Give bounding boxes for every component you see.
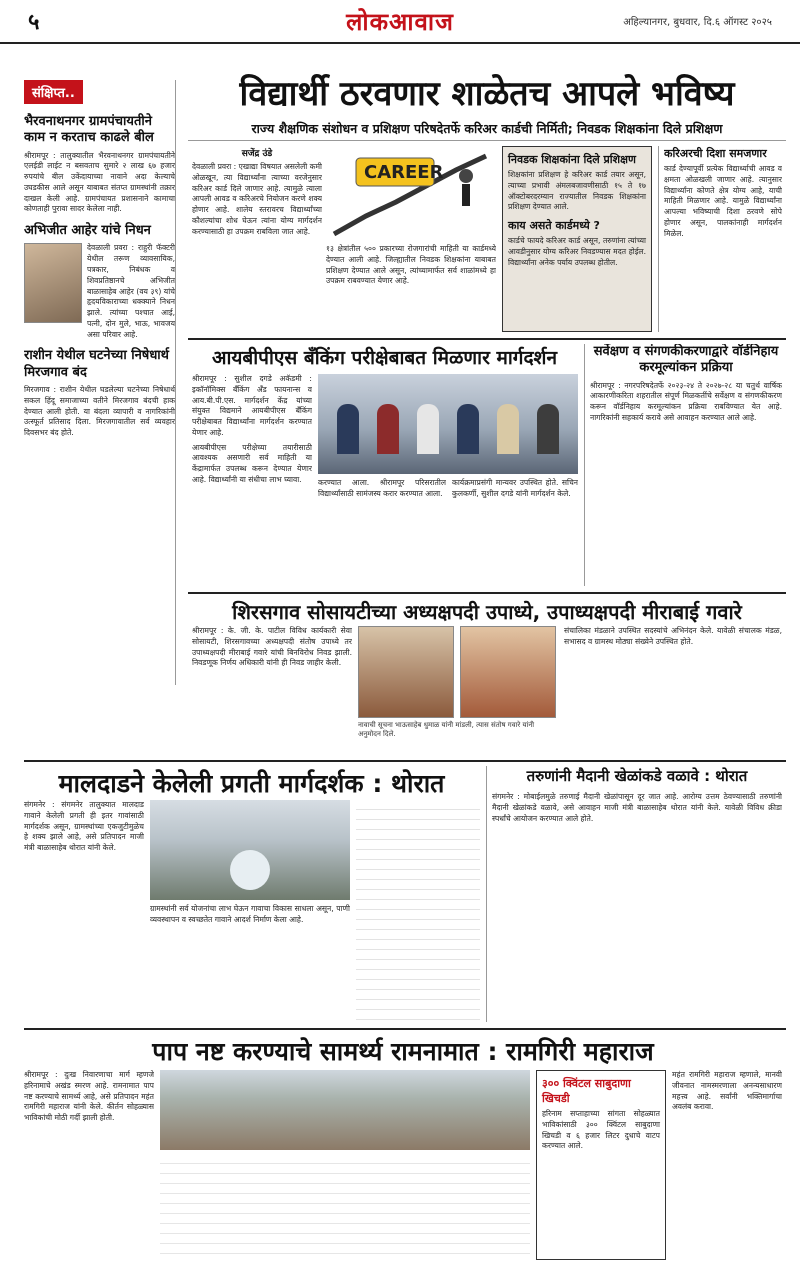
youth-story [492,766,782,1022]
issue-date: अहिल्यानगर, बुधवार, दि.६ ऑगस्ट २०२५ [623,17,772,28]
divider [24,760,786,762]
ibps-col3 [452,478,578,586]
ramgiri-body-right: महंत रामगिरी महाराज म्हणाले, मानवी जीवनात नामस्मरणाला अनन्यसाधारण महत्त्व आहे. सर्वांनी भक्तिमार्गाचा अवलंब करावा. [672,1070,782,1112]
career-image-label: CAREER [364,162,444,183]
youth-body: संगमनेर : मोबाईलमुळे तरुणाई मैदानी खेळांपासून दूर जात आहे. आरोग्य उत्तम ठेवण्यासाठी तरुणांनी मैदानी खेळांकडे वळावे, असे आवाहन माजी मंत्री बाळासाहेब थोरात यांनी केले. यावेळी विविध क्रीडा स्पर्धांचे आयोजन करण्यात आले होते. [492,792,782,823]
maldad-col2 [150,904,350,1022]
ibps-body-left2: आयबीपीएस परीक्षेच्या तयारीसाठी आवश्यक असणारी सर्व माहिती या केंद्रामार्फत उपलब्ध करून देण्यात येणार आहे. विद्यार्थ्यांनी या संधीचा लाभ घ्यावा. [192,442,312,485]
ibps-photo [318,374,578,474]
divider [24,1028,786,1030]
ramgiri-headline: पाप नष्ट करण्याचे सामर्थ्य रामनामात : रामगिरी महाराज [152,1037,654,1066]
ibps-caption-left: करण्यात आला. श्रीरामपूर परिसरातील विद्यार्थ्यांसाठी सामंजस्य करार करण्यात आला. [318,478,446,498]
divider [188,592,786,594]
maldad-body: संगमनेर : संगमनेर तालुक्यात मालदाड गावाने केलेली प्रगती ही इतर गावांसाठी मार्गदर्शक असून, ग्रामस्थांच्या एकजुटीमुळेच हे शक्य झाले आहे, असे प्रतिपादन माजी मंत्री बाळासाहेब थोरात यांनी केले. [24,800,144,853]
maldad-headline: मालदाडने केलेली प्रगती मार्गदर्शक : थोरात [58,769,445,798]
portrait-photo [24,243,82,323]
newspaper-logo: लोकआवाज [346,8,454,36]
president-photo [358,626,454,718]
ibps-col1 [192,374,312,586]
training-box [502,146,652,332]
ramgiri-col1 [24,1070,154,1260]
training-box-body: शिक्षकांना प्रशिक्षण हे करिअर कार्ड तयार असून, त्याच्या प्रभावी अंमलबजावणीसाठी १५ ते १७ ऑक्टोबरदरम्यान राज्यातील निवडक शिक्षकांना प्रशिक्षण देण्यात आले. [508,170,646,212]
divider [486,766,487,1022]
survey-story [590,344,782,586]
card-box-title: काय असते कार्डमध्ये ? [508,219,600,233]
divider [658,146,659,332]
lead-subhead: राज्य शैक्षणिक संशोधन व प्रशिक्षण परिषदेतर्फे करिअर कार्डची निर्मिती; निवडक शिक्षकांना दिले प्रशिक्षण [251,121,723,136]
page-number: ५ [28,10,40,35]
ibps-col2 [318,478,446,586]
sidebar-column [24,80,176,685]
society-col1 [192,626,352,754]
career-image [326,146,496,240]
sidebar-story2-body: देवळाली प्रवरा : राहुरी फॅक्टरी येथील तरूण व्यावसायिक, पत्रकार, निबंधक व शिवप्रतिष्ठानचे अभिजीत बाळासाहेब आहेर (वय ३९) यांचे हृदयविकाराच्या धक्क्याने निधन झाले. त्यांच्या पश्चात आई, पत्नी, दोन मुले, भाऊ, भावजय असा परिवार आहे. [87,243,175,339]
ibps-caption-right: कार्यक्रमाप्रसंगी मान्यवर उपस्थित होते. सचिन कुलकर्णी, सुशील दगडे यांनी मार्गदर्शन केले. [452,478,578,498]
society-headline: शिरसगाव सोसायटीच्या अध्यक्षपदी उपाध्ये, उपाध्यक्षपदी मीराबाई गवारे [232,600,742,624]
sidebar-story1-body: श्रीरामपूर : तालुक्यातील भैरवनाथनगर ग्रामपंचायतीने एलईडी लाईट न बसवताच सुमारे २ लाख ६७ हजार रुपयांचे बील उकेंदायाच्या नावाने अदा केल्याचे उघडकीस आले असून याबाबत संतप्त ग्रामस्थांनी तक्रार दाखल केली आहे. ग्रामपंचायत प्रशासनाने कामाचा कोणताही पुरावा सादर केलेला नाही. [24,150,175,214]
society-col3 [564,626,782,754]
divider [188,140,786,141]
society-photos [358,626,558,754]
society-body-right: संचालिका मंडळाने उपस्थित सदस्यांचे अभिनंदन केले. यावेळी संचालक मंडळ, सभासद व ग्रामस्थ मोठ्या संख्येने उपस्थित होते. [564,626,782,646]
divider [584,344,585,586]
lead-body-left: देवळाली प्रवरा : एखाद्या विषयात असलेली कमी ओळखून, त्या विद्यार्थ्यांना त्याच्या वरजेनुसार करिअर कार्ड दिले जाणार आहे. त्यामुळे त्याला आपली आवड व करिअरचे नियोजन करणे शक्य होणार आहे. शालेय स्तरावरच विद्यार्थ्यांच्या कौशल्यांचा शोध घेऊन त्यांना योग्य मार्गदर्शन करण्यासाठी हा उपक्रम राबविला जात आहे. [192,162,322,236]
sidebar-story1-headline: भैरवनाथनगर ग्रामपंचायतीने काम न करताच काढले बील [24,114,154,146]
masthead [0,0,800,44]
vice-president-photo [460,626,556,718]
lead-col2 [326,244,496,332]
career-direction-col [664,146,782,332]
lead-body-mid: १३ क्षेत्रांतील ५०० प्रकारच्या रोजगारांची माहिती या कार्डमध्ये देण्यात आली आहे. जिल्ह्यातील निवडक शिक्षकांना याबाबत प्रशिक्षण देण्यात आले असून, त्यांच्यामार्फत सर्व शाळांमध्ये हा उपक्रम राबवण्यात येणार आहे. [326,244,496,286]
divider [188,338,786,340]
society-caption: नावाची सूचना भाऊसाहेब धुमाळ यांनी मांडली, त्यास संतोष गवारे यांनी अनुमोदन दिले. [358,721,535,739]
maldad-photo [150,800,350,900]
career-direction-title: करिअरची दिशा समजणार [664,147,767,160]
khichdi-box-body: हरिनाम सप्ताहाच्या सांगता सोहळ्यात भाविकांसाठी ३०० क्विंटल साबुदाणा खिचडी व ६ हजार लिटर दुधाचे वाटप करण्यात आले. [542,1109,660,1151]
training-box-title: निवडक शिक्षकांना दिले प्रशिक्षण [508,153,636,166]
khichdi-box-title: ३०० क्विंटल साबुदाणा खिचडी [542,1077,631,1105]
lead-col1 [192,146,322,332]
ramgiri-col2 [160,1154,530,1260]
ramgiri-body: श्रीरामपूर : दुःख निवारणाचा मार्ग म्हणजे हरिनामाचे अखंड स्मरण आहे. रामनामात पाप नष्ट करण्याचे सामर्थ्य आहे, असे प्रतिपादन महंत रामगिरी महाराज यांनी केले. कीर्तन सोहळ्यास भाविकांची मोठी गर्दी झाली होती. [24,1070,154,1123]
ramgiri-photo [160,1070,530,1150]
maldad-col3 [356,800,480,1022]
survey-body: श्रीरामपूर : नगरपरिषदेतर्फे २०२३-२४ ते २०२७-२८ या चतुर्थ वार्षिक आकारणीकरिता शहरातील संपूर्ण मिळकतींचे सर्वेक्षण व संगणकीकरण करून वॉर्डनिहाय करमूल्यांकन प्रक्रिया राबविण्यात येत आहे. नागरिकांनी सहकार्य करावे असे आवाहन करण्यात आले आहे. [590,380,782,422]
survey-headline: सर्वेक्षण व संगणकीकरणाद्वारे वॉर्डनिहाय करमूल्यांकन प्रक्रिया [593,344,779,376]
lead-byline: सजेंद्र उंडे [241,149,273,159]
khichdi-box [536,1070,666,1260]
ibps-headline: आयबीपीएस बँकिंग परीक्षेबाबत मिळणार मार्गदर्शन [211,347,558,369]
lead-headline: विद्यार्थी ठरवणार शाळेतच आपले भविष्य [239,74,735,114]
maldad-body2: ग्रामस्थांनी सर्व योजनांचा लाभ घेऊन गावाचा विकास साधला असून, पाणी व्यवस्थापन व स्वच्छतेत गावाने आदर्श निर्माण केला आहे. [150,904,350,924]
maldad-col1 [24,800,144,1022]
sidebar-story2-headline: अभिजीत आहेर यांचे निधन [24,223,151,239]
sidebar-tag: संक्षिप्त.. [24,80,83,104]
sidebar-story3-headline: राशीन येथील घटनेच्या निषेधार्थ मिरजगाव बंद [24,348,169,380]
youth-headline: तरुणांनी मैदानी खेळांकडे वळावे : थोरात [526,767,748,785]
ramgiri-col4 [672,1070,782,1260]
society-body: श्रीरामपूर : के. जी. के. पाटील विविध कार्यकारी सेवा सोसायटी, शिरसगावच्या अध्यक्षपदी संतोष उपाध्ये तर उपाध्यक्षपदी मीराबाई गवारे यांची बिनविरोध निवड झाली. निवडणूक निर्णय अधिकारी यांनी ही निवड जाहीर केली. [192,626,352,668]
ibps-body-left: श्रीरामपूर : सुशील दगडे अकॅडमी : इकॉनॉमिक्स बँकिंग अँड फायनान्स व आय.बी.पी.एस. मार्गदर्शन केंद्र यांच्या संयुक्त विद्यमाने आयबीपीएस बँकिंग परीक्षेबाबत विद्यार्थ्यांना मार्गदर्शन करण्यात येणार आहे. [192,374,312,437]
card-box-body: कार्डचे फायदे करिअर कार्ड असून, तरुणांना त्यांच्या आवडीनुसार योग्य करिअर निवडण्यास मदत होईल. विद्यार्थ्यांना अनेक पर्याय उपलब्ध होतील. [508,236,646,267]
career-direction-body: कार्ड देण्यापूर्वी प्रत्येक विद्यार्थ्याची आवड व क्षमता ओळखली जाणार आहे. त्यानुसार विद्यार्थ्यांना कोणते क्षेत्र योग्य आहे, याची माहिती मिळणार आहे. यामुळे विद्यार्थ्यांना आपल्या भविष्याची दिशा ठरवणे सोपे होणार असून, पालकांनाही मार्गदर्शन मिळेल. [664,164,782,238]
sidebar-story3-body: मिरजगाव : राशीन येथील घडलेल्या घटनेच्या निषेधार्थ सकल हिंदू समाजाच्या वतीने मिरजगाव बंदची हाक देण्यात आली होती. या बंदला व्यापारी व नागरिकांनी उत्स्फूर्त प्रतिसाद दिला. मिरजगावातील सर्व व्यवहार दिवसभर बंद होते. [24,384,175,438]
